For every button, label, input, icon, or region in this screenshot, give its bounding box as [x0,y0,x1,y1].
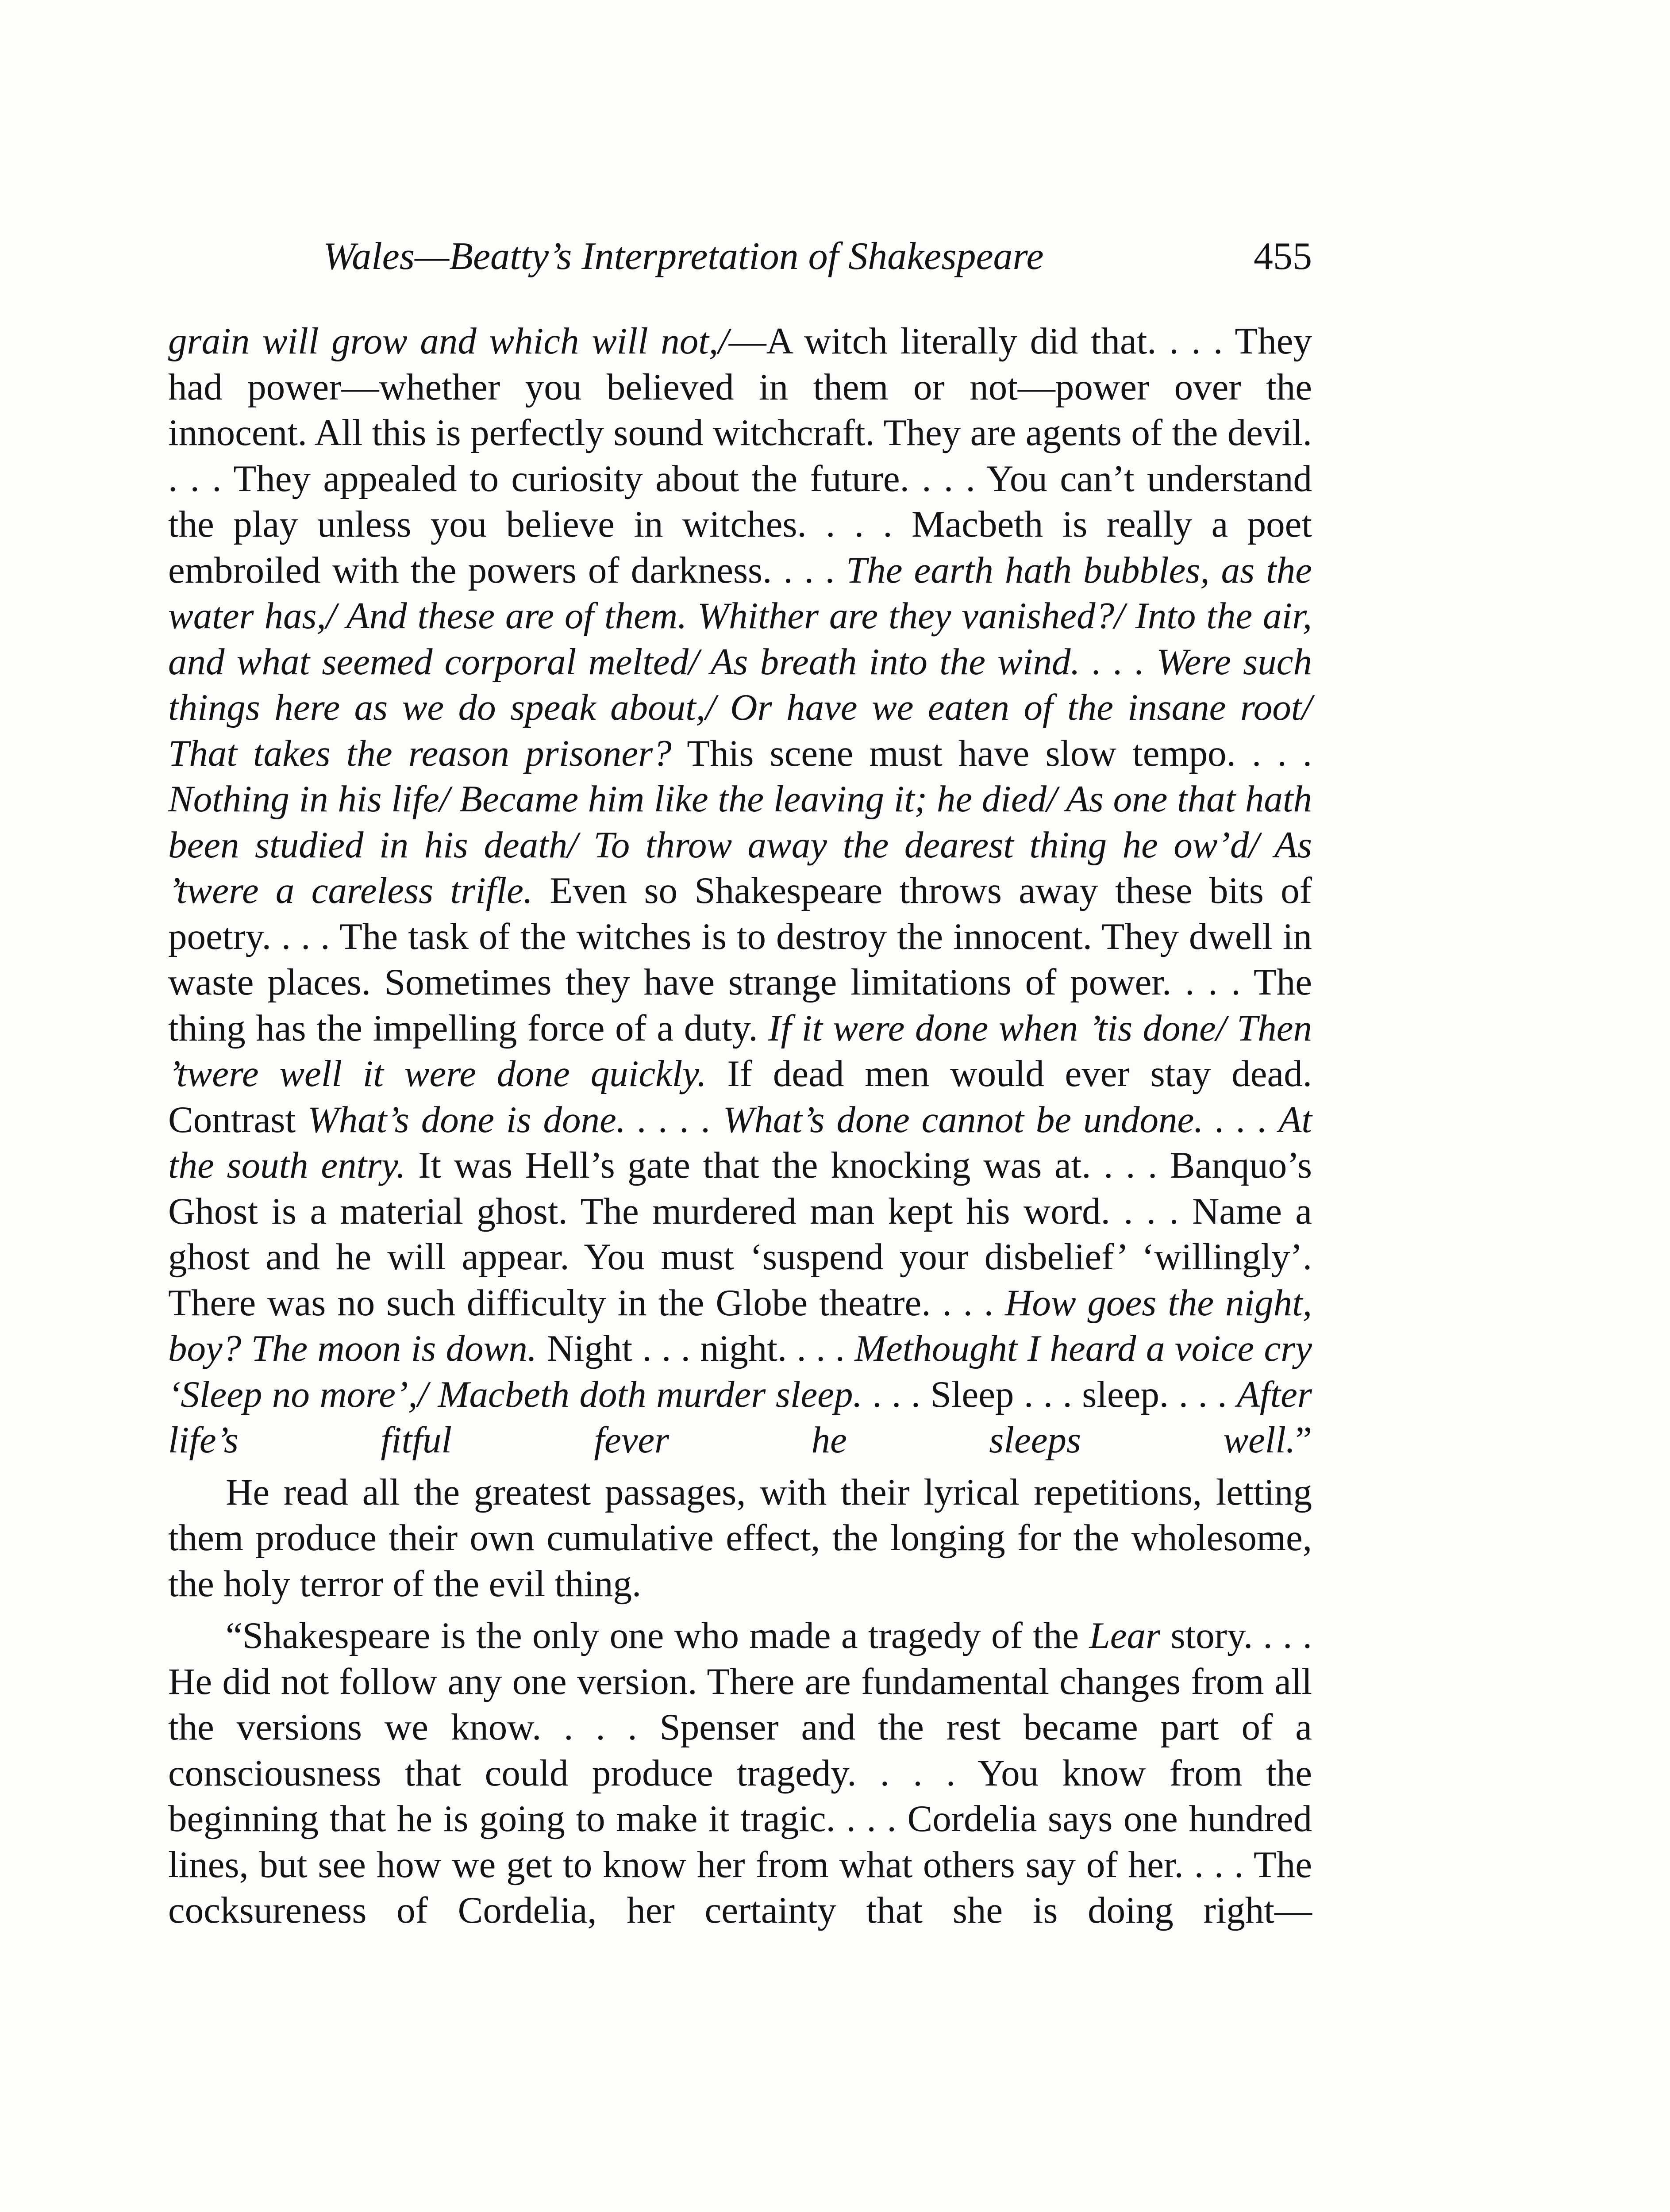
text-run: This scene must have slow tempo. . . . [671,732,1312,774]
running-head: Wales—Beatty’s Interpretation of Shakespeare [323,235,1044,278]
italic-quotation: After life’s fitful fever he sleeps well. [168,1373,1312,1461]
text-run: —A witch literally did that. . . . They had power—whether you believed in them or not—power over the innocent. All this is perfectly sound witchcraft. They are agents of the devil. . . . They appealed to curiosity about the future. . . . You can’t understand the play unless you believe in witches. . . . Macbeth is really a poet embroiled with the powers of darkness. . . . [168,320,1312,591]
italic-quotation: grain will grow and which will not,/ [168,320,729,362]
body-text [168,319,1312,1940]
italic-quotation: The earth hath bubbles, as the water has,/ And these are of them. Whither are they vanished?/ Into the air, and what seemed corporal melted/ As breath into the wind. . . . Were such things here as we do speak about,/ Or have we eaten of the insane root/ That takes the reason prisoner? [168,549,1312,774]
text-run: He read all the greatest passages, with their lyrical repetitions, letting them produce their own cumulative effect, the longing for the wholesome, the holy terror of the evil thing. [168,1471,1312,1605]
paragraph-2 [168,1470,1312,1607]
italic-quotation: Lear [1089,1615,1161,1656]
text-run: . . . Sleep . . . sleep. . . . [862,1373,1237,1415]
page-number: 455 [1254,235,1312,278]
italic-quotation: Methought I heard a voice cry ‘Sleep no more’,/ Macbeth doth murder sleep. [168,1328,1312,1415]
page-header [323,230,1312,283]
text-run: It was Hell’s gate that the knocking was at. . . . Banquo’s Ghost is a material ghost. The murdered man kept his word. . . . Name a ghost and he will appear. You must ‘suspend your disbelief’ ‘willingly’. There was no such difficulty in the Globe theatre. . . . [168,1144,1312,1324]
text-run: ” [1295,1419,1312,1461]
text-run: “Shakespeare is the only one who made a tragedy of the [226,1615,1089,1656]
text-run: If dead men would ever stay dead. Contrast [168,1053,1312,1141]
text-run: Even so Shakespeare throws away these bits of poetry. . . . The task of the witches is to destroy the innocent. They dwell in waste places. Sometimes they have strange limitations of power. . . . The thing has the impelling force of a duty. [168,870,1312,1049]
italic-quotation: Nothing in his life/ Became him like the leaving it; he died/ As one that hath been studied in his death/ To throw away the dearest thing he ow’d/ As ’twere a careless trifle. [168,778,1312,911]
text-run: Night . . . night. . . . [537,1328,855,1369]
text-run: story. . . . He did not follow any one version. There are fundamental changes from all the versions we know. . . . Spenser and the rest became part of a consciousness that could produce tragedy. . . . You know from the beginning that he is going to make it tragic. . . . Cordelia says one hundred lines, but see how we get to know her from what others say of her. . . . The cocksureness of Cordelia, her certainty that she is doing right— [168,1615,1312,1931]
italic-quotation: How goes the night, boy? The moon is down. [168,1282,1312,1369]
italic-quotation: If it were done when ’tis done/ Then ’twere well it were done quickly. [168,1007,1312,1094]
italic-quotation: What’s done is done. . . . . What’s done cannot be undone. . . . At the south entry. [168,1098,1312,1186]
paragraph-3 [168,1613,1312,1934]
paragraph-1 [168,319,1312,1463]
